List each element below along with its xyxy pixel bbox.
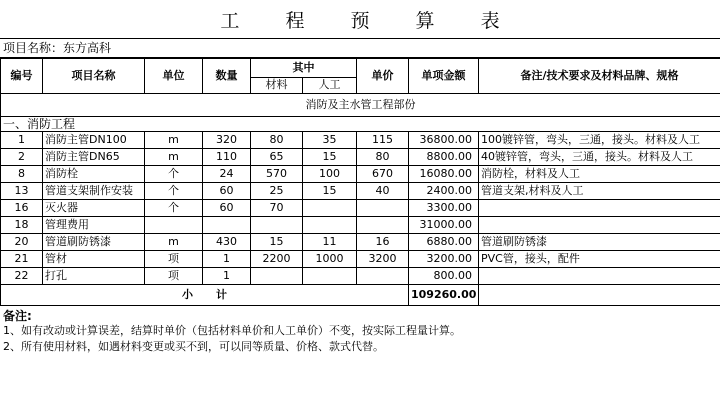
table-row (1, 234, 720, 251)
cell-unit (145, 217, 203, 234)
cell-remarks (479, 200, 720, 217)
cell-no: 20 (1, 234, 43, 251)
cell-remarks: 管道刷防锈漆 (479, 234, 720, 251)
cell-unit: m (145, 132, 203, 149)
table-row (1, 183, 720, 200)
cell-amount: 3300.00 (409, 200, 479, 217)
cell-amount: 2400.00 (409, 183, 479, 200)
cell-amount: 6880.00 (409, 234, 479, 251)
cell-price: 3200 (357, 251, 409, 268)
cell-amount: 8800.00 (409, 149, 479, 166)
cell-name: 消防主管DN65 (43, 149, 145, 166)
subtotal-remarks (479, 285, 720, 306)
cell-price (357, 268, 409, 285)
cell-qty (203, 217, 251, 234)
header-material: 材料 (251, 77, 303, 93)
cell-material: 80 (251, 132, 303, 149)
cell-qty: 320 (203, 132, 251, 149)
cell-no: 22 (1, 268, 43, 285)
project-name-label: 项目名称：东方高科 (3, 41, 112, 55)
cell-name: 管材 (43, 251, 145, 268)
cell-qty: 24 (203, 166, 251, 183)
cell-unit: 项 (145, 268, 203, 285)
cell-no: 8 (1, 166, 43, 183)
cell-material: 2200 (251, 251, 303, 268)
cell-qty: 1 (203, 268, 251, 285)
project-row (0, 39, 720, 58)
table-row (1, 132, 720, 149)
cell-price: 16 (357, 234, 409, 251)
subtotal-amount: 109260.00 (409, 285, 479, 306)
cell-price: 40 (357, 183, 409, 200)
cell-material: 70 (251, 200, 303, 217)
cell-remarks: 100镀锌管，弯头，三通，接头。材料及人工 (479, 132, 720, 149)
cell-no: 13 (1, 183, 43, 200)
cell-amount: 31000.00 (409, 217, 479, 234)
cell-price (357, 200, 409, 217)
cell-qty: 60 (203, 183, 251, 200)
cell-no: 2 (1, 149, 43, 166)
cell-no: 16 (1, 200, 43, 217)
table-row (1, 268, 720, 285)
cell-remarks: 消防栓，材料及人工 (479, 166, 720, 183)
cell-unit: m (145, 149, 203, 166)
cell-unit: 项 (145, 251, 203, 268)
cell-amount: 16080.00 (409, 166, 479, 183)
cell-labor: 11 (303, 234, 357, 251)
cell-amount: 3200.00 (409, 251, 479, 268)
budget-table (0, 58, 720, 306)
cell-material (251, 268, 303, 285)
subtotal-label: 小 计 (1, 285, 409, 306)
cell-amount: 36800.00 (409, 132, 479, 149)
cell-unit: 个 (145, 166, 203, 183)
title-row (0, 0, 720, 39)
cell-price: 115 (357, 132, 409, 149)
cell-material: 570 (251, 166, 303, 183)
cell-name: 灭火器 (43, 200, 145, 217)
header-amount: 单项金额 (409, 59, 479, 94)
cell-labor: 15 (303, 183, 357, 200)
cell-price: 80 (357, 149, 409, 166)
table-row (1, 217, 720, 234)
section-title: 消防及主水管工程部份 (1, 94, 720, 117)
header-qty: 数量 (203, 59, 251, 94)
cell-material (251, 217, 303, 234)
table-row (1, 149, 720, 166)
cell-name: 管道刷防锈漆 (43, 234, 145, 251)
cell-name: 管理费用 (43, 217, 145, 234)
cell-labor (303, 217, 357, 234)
cell-remarks (479, 268, 720, 285)
cell-price: 670 (357, 166, 409, 183)
subsection-title: 一、消防工程 (1, 117, 720, 132)
note-line-1: 1、如有改动或计算误差，结算时单价（包括材料单价和人工单价）不变，按实际工程量计算。 (3, 324, 461, 337)
header-among: 其中 (251, 59, 357, 78)
cell-name: 消防栓 (43, 166, 145, 183)
cell-material: 65 (251, 149, 303, 166)
cell-qty: 1 (203, 251, 251, 268)
header-price: 单价 (357, 59, 409, 94)
header-remarks: 备注/技术要求及材料品牌、规格 (479, 59, 720, 94)
cell-unit: 个 (145, 183, 203, 200)
cell-qty: 60 (203, 200, 251, 217)
note-line-2: 2、所有使用材料，如遇材料变更或买不到，可以同等质量、价格、款式代替。 (3, 340, 384, 353)
cell-price (357, 217, 409, 234)
cell-material: 15 (251, 234, 303, 251)
cell-labor: 100 (303, 166, 357, 183)
cell-unit: m (145, 234, 203, 251)
table-row (1, 251, 720, 268)
cell-remarks: 40镀锌管，弯头，三通，接头。材料及人工 (479, 149, 720, 166)
cell-qty: 110 (203, 149, 251, 166)
cell-amount: 800.00 (409, 268, 479, 285)
cell-labor: 35 (303, 132, 357, 149)
header-labor: 人工 (303, 77, 357, 93)
page-title: 工 程 预 算 表 (220, 9, 520, 32)
cell-name: 消防主管DN100 (43, 132, 145, 149)
header-no: 编号 (1, 59, 43, 94)
cell-labor: 1000 (303, 251, 357, 268)
header-unit: 单位 (145, 59, 203, 94)
cell-name: 管道支架制作安装 (43, 183, 145, 200)
cell-no: 18 (1, 217, 43, 234)
table-row (1, 166, 720, 183)
cell-remarks: PVC管，接头，配件 (479, 251, 720, 268)
cell-name: 打孔 (43, 268, 145, 285)
header-row-top (1, 59, 720, 78)
header-name: 项目名称 (43, 59, 145, 94)
cell-labor (303, 200, 357, 217)
table-row (1, 200, 720, 217)
section-row (1, 94, 720, 117)
cell-remarks (479, 217, 720, 234)
subtotal-row (1, 285, 720, 306)
cell-no: 21 (1, 251, 43, 268)
cell-labor: 15 (303, 149, 357, 166)
cell-labor (303, 268, 357, 285)
cell-remarks: 管道支架,材料及人工 (479, 183, 720, 200)
notes-title: 备注: (3, 309, 32, 323)
subsection-row (1, 117, 720, 132)
cell-qty: 430 (203, 234, 251, 251)
cell-material: 25 (251, 183, 303, 200)
cell-unit: 个 (145, 200, 203, 217)
cell-no: 1 (1, 132, 43, 149)
